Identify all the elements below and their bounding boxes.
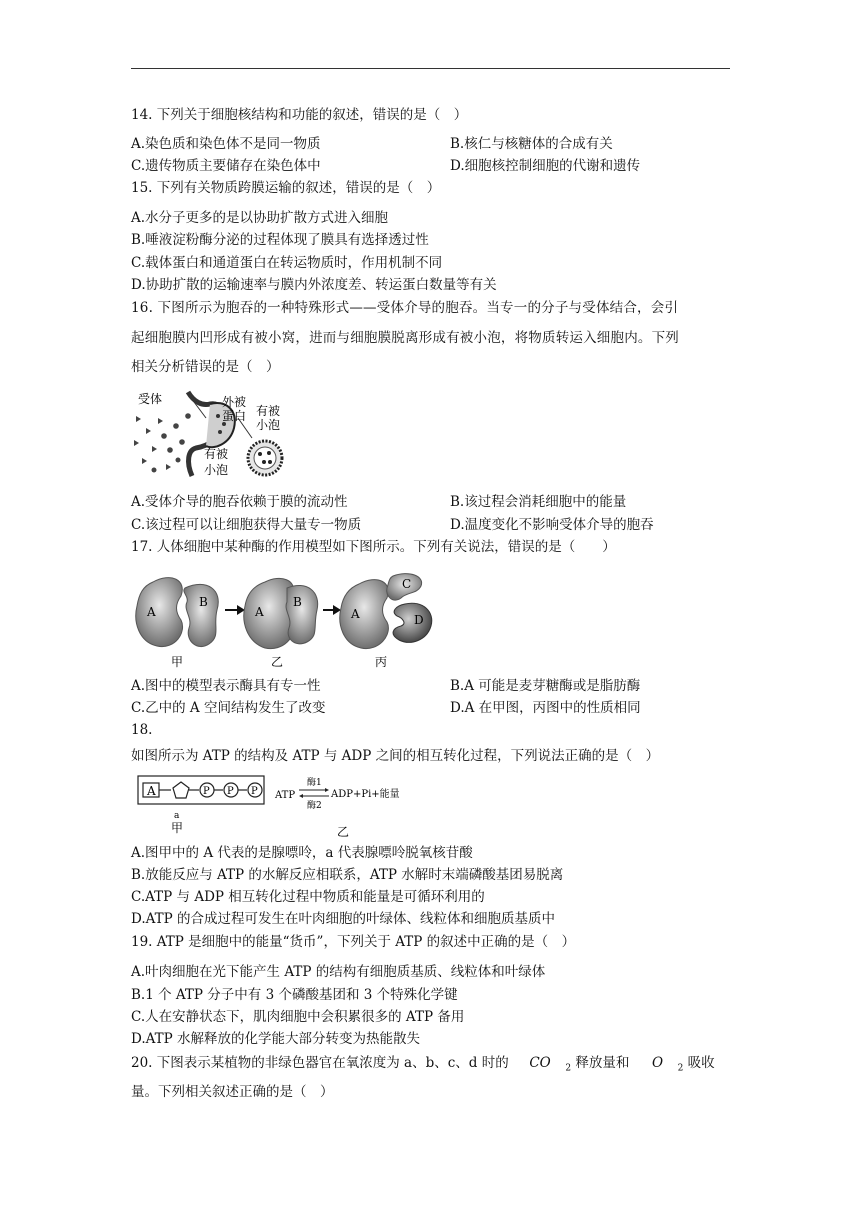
q17-option-c[interactable]: C.乙中的 A 空间结构发生了改变 (131, 700, 326, 716)
enzyme-panel-bing (340, 574, 432, 649)
endocytosis-figure (130, 388, 300, 483)
q18-stem: 如图所示为 ATP 的结构及 ATP 与 ADP 之间的相互转化过程，下列说法正确的是（ ） (131, 748, 660, 764)
q20-stem-line2: 量。下列相关叙述正确的是（ ） (131, 1084, 334, 1100)
q17-option-d[interactable]: D.A 在甲图，丙图中的性质相同 (450, 700, 641, 716)
q15-option-c[interactable]: C.载体蛋白和通道蛋白在转运物质时，作用机制不同 (131, 255, 443, 271)
label-receptor: 受体 (138, 392, 163, 406)
q19-option-b[interactable]: B.1 个 ATP 分子中有 3 个磷酸基团和 3 个特殊化学键 (131, 987, 458, 1003)
label-jia-b: B (199, 595, 208, 609)
label-products: ADP+Pi+能量 (331, 789, 400, 800)
q15-option-d[interactable]: D.协助扩散的运输速率与膜内外浓度差、转运蛋白数量等有关 (131, 277, 497, 293)
q15-option-a[interactable]: A.水分子更多的是以协助扩散方式进入细胞 (131, 210, 389, 226)
enzyme-panel-yi (244, 578, 318, 648)
label-jia-a: A (147, 605, 156, 619)
label-vesicle-left-2: 小泡 (204, 463, 229, 477)
q18-number: 18. (131, 722, 153, 738)
co-formula: CO (529, 1055, 551, 1071)
q18-option-c[interactable]: C.ATP 与 ADP 相互转化过程中物质和能量是可循环利用的 (131, 889, 485, 905)
q14-stem: 14. 下列关于细胞核结构和功能的叙述，错误的是（ ） (131, 107, 468, 123)
q15-stem: 15. 下列有关物质跨膜运输的叙述，错误的是（ ） (131, 180, 441, 196)
q16-option-a[interactable]: A.受体介导的胞吞依赖于膜的流动性 (131, 494, 348, 510)
q16-option-b[interactable]: B.该过程会消耗细胞中的能量 (450, 494, 627, 510)
atp-structure-figure (131, 772, 411, 840)
ribose-pentagon-icon (173, 782, 189, 798)
forward-arrow-icon (325, 788, 329, 792)
label-bing-c: C (402, 577, 412, 591)
q16-option-c[interactable]: C.该过程可以让细胞获得大量专一物质 (131, 517, 362, 533)
o-formula: O (651, 1055, 664, 1071)
label-jia: 甲 (171, 655, 184, 669)
label-jia: 甲 (171, 821, 184, 835)
label-p3: P (251, 786, 258, 797)
label-bing-a: A (351, 607, 360, 621)
label-p2: P (227, 786, 234, 797)
label-bing-d: D (414, 613, 424, 627)
label-a: a (174, 811, 180, 821)
q14-option-a[interactable]: A.染色质和染色体不是同一物质 (131, 136, 321, 152)
q14-option-b[interactable]: B.核仁与核糖体的合成有关 (450, 136, 613, 152)
label-yi: 乙 (337, 825, 350, 839)
co-subscript: 2 (565, 1063, 572, 1074)
label-yi-b: B (293, 595, 302, 609)
q14-option-c[interactable]: C.遗传物质主要储存在染色体中 (131, 158, 321, 174)
label-yi: 乙 (271, 655, 284, 669)
label-bing: 丙 (375, 655, 388, 669)
q16-stem-line1: 16. 下图所示为胞吞的一种特殊形式——受体介导的胞吞。当专一的分子与受体结合，会引 (131, 300, 679, 316)
label-p1: P (203, 786, 210, 797)
q16-stem-line3: 相关分析错误的是（ ） (131, 359, 280, 375)
label-yi-a: A (255, 605, 264, 619)
q16-option-d[interactable]: D.温度变化不影响受体介导的胞吞 (450, 517, 654, 533)
q19-option-d[interactable]: D.ATP 水解释放的化学能大部分转变为热能散失 (131, 1031, 421, 1047)
q17-stem: 17. 人体细胞中某种酶的作用模型如下图所示。下列有关说法，错误的是（ ） (131, 539, 616, 555)
reverse-arrow-icon (299, 794, 303, 798)
q18-option-a[interactable]: A.图甲中的 A 代表的是腺嘌呤，a 代表腺嘌呤脱氧核苷酸 (131, 845, 473, 861)
q16-stem-line2: 起细胞膜内凹形成有被小窝，进而与细胞膜脱离形成有被小泡，将物质转运入细胞内。下列 (131, 330, 679, 346)
enzyme-panel-jia (136, 578, 218, 647)
label-coat-protein-1: 外被 (222, 395, 247, 409)
q17-option-b[interactable]: B.A 可能是麦芽糖酶或是脂肪酶 (450, 678, 641, 694)
q20-stem-line1 (131, 1054, 715, 1078)
q18-option-b[interactable]: B.放能反应与 ATP 的水解反应相联系，ATP 水解时末端磷酸基团易脱离 (131, 867, 564, 883)
o-subscript: 2 (677, 1063, 684, 1074)
q20-stem-start: 20. 下图表示某植物的非绿色器官在氧浓度为 a、b、c、d 时的 (131, 1055, 509, 1071)
label-vesicle-right-2: 小泡 (256, 418, 281, 432)
q19-option-c[interactable]: C.人在安静状态下，肌肉细胞中会积累很多的 ATP 备用 (131, 1009, 465, 1025)
q19-option-a[interactable]: A.叶肉细胞在光下能产生 ATP 的结构有细胞质基质、线粒体和叶绿体 (131, 964, 546, 980)
enzyme-model-figure (131, 570, 441, 670)
label-vesicle-left-1: 有被 (204, 447, 229, 461)
q19-stem: 19. ATP 是细胞中的能量“货币”，下列关于 ATP 的叙述中正确的是（ ） (131, 934, 576, 950)
q14-option-d[interactable]: D.细胞核控制细胞的代谢和遗传 (450, 158, 641, 174)
q17-option-a[interactable]: A.图中的模型表示酶具有专一性 (131, 678, 321, 694)
q20-stem-mid: 释放量和 (575, 1055, 630, 1071)
label-enzyme2: 酶2 (307, 801, 322, 811)
label-enzyme1: 酶1 (307, 778, 322, 788)
label-vesicle-right-1: 有被 (256, 404, 281, 418)
label-box-a: A (147, 784, 156, 798)
label-atp: ATP (275, 790, 296, 801)
q20-stem-tail: 吸收 (687, 1055, 715, 1071)
q15-option-b[interactable]: B.唾液淀粉酶分泌的过程体现了膜具有选择透过性 (131, 232, 429, 248)
ligand-molecules (134, 413, 191, 472)
label-coat-protein-2: 蛋白 (222, 409, 247, 423)
q18-option-d[interactable]: D.ATP 的合成过程可发生在叶肉细胞的叶绿体、线粒体和细胞质基质中 (131, 911, 556, 927)
header-rule (131, 68, 730, 69)
